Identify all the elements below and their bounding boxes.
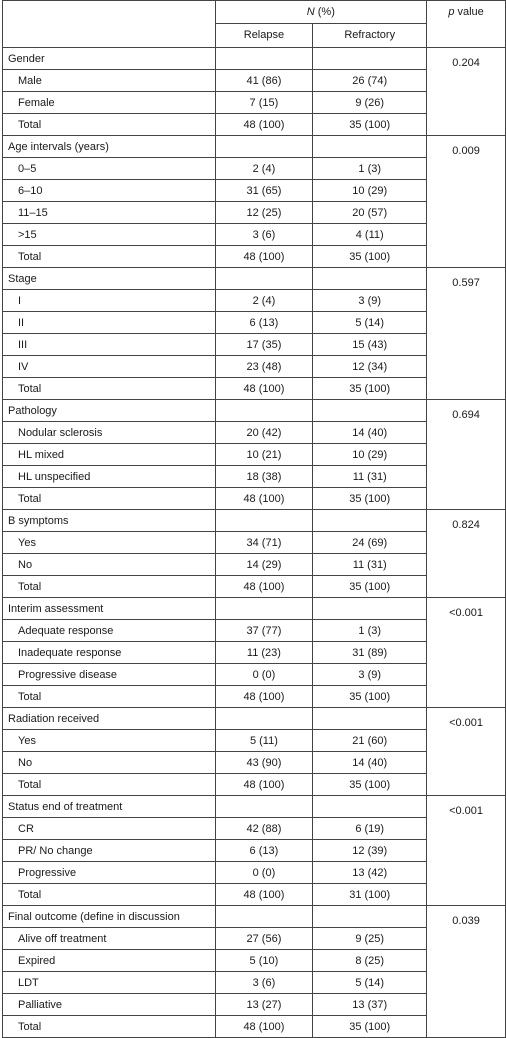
refractory-value: 31 (100) <box>313 884 427 906</box>
row-label: Yes <box>3 532 216 554</box>
empty-cell <box>215 48 313 70</box>
section-title: Interim assessment <box>3 598 216 620</box>
refractory-value: 14 (40) <box>313 752 427 774</box>
row-label: Total <box>3 1016 216 1038</box>
relapse-value: 17 (35) <box>215 334 313 356</box>
group-header-n-percent <box>215 1 427 24</box>
row-label: Adequate response <box>3 620 216 642</box>
row-label: 11–15 <box>3 202 216 224</box>
group-header-n: N <box>306 6 315 18</box>
row-label: CR <box>3 818 216 840</box>
table-header <box>3 1 506 48</box>
section-title: Stage <box>3 268 216 290</box>
relapse-value: 10 (21) <box>215 444 313 466</box>
refractory-value: 35 (100) <box>313 686 427 708</box>
section-title: Age intervals (years) <box>3 136 216 158</box>
p-value-cell: 0.824 <box>427 510 506 598</box>
section-title: Status end of treatment <box>3 796 216 818</box>
row-label: I <box>3 290 216 312</box>
empty-cell <box>313 708 427 730</box>
section-header-row <box>3 268 506 290</box>
row-label: III <box>3 334 216 356</box>
blank-header-cell <box>3 1 216 48</box>
relapse-value: 41 (86) <box>215 70 313 92</box>
refractory-value: 10 (29) <box>313 180 427 202</box>
row-label: Total <box>3 378 216 400</box>
row-label: No <box>3 752 216 774</box>
relapse-value: 7 (15) <box>215 92 313 114</box>
refractory-value: 14 (40) <box>313 422 427 444</box>
p-value-cell: <0.001 <box>427 598 506 708</box>
p-value-cell: <0.001 <box>427 708 506 796</box>
refractory-value: 1 (3) <box>313 158 427 180</box>
empty-cell <box>215 400 313 422</box>
empty-cell <box>313 400 427 422</box>
p-value-cell: 0.009 <box>427 136 506 268</box>
relapse-value: 0 (0) <box>215 664 313 686</box>
data-table <box>2 0 506 1038</box>
relapse-value: 48 (100) <box>215 686 313 708</box>
relapse-value: 48 (100) <box>215 1016 313 1038</box>
group-header-percent: (%) <box>314 6 335 18</box>
empty-cell <box>313 268 427 290</box>
refractory-value: 20 (57) <box>313 202 427 224</box>
empty-cell <box>313 906 427 928</box>
refractory-value: 35 (100) <box>313 774 427 796</box>
empty-cell <box>313 510 427 532</box>
row-label: Progressive disease <box>3 664 216 686</box>
section-header-row <box>3 906 506 928</box>
refractory-value: 13 (42) <box>313 862 427 884</box>
refractory-value: 35 (100) <box>313 488 427 510</box>
refractory-value: 31 (89) <box>313 642 427 664</box>
refractory-value: 15 (43) <box>313 334 427 356</box>
section-header-row <box>3 796 506 818</box>
relapse-value: 0 (0) <box>215 862 313 884</box>
row-label: 0–5 <box>3 158 216 180</box>
refractory-value: 5 (14) <box>313 312 427 334</box>
refractory-value: 4 (11) <box>313 224 427 246</box>
refractory-value: 9 (26) <box>313 92 427 114</box>
row-label: Alive off treatment <box>3 928 216 950</box>
row-label: Progressive <box>3 862 216 884</box>
relapse-value: 48 (100) <box>215 884 313 906</box>
section-title: Gender <box>3 48 216 70</box>
header-row-group <box>3 1 506 24</box>
refractory-value: 1 (3) <box>313 620 427 642</box>
relapse-value: 3 (6) <box>215 972 313 994</box>
empty-cell <box>215 708 313 730</box>
row-label: Total <box>3 114 216 136</box>
relapse-value: 48 (100) <box>215 576 313 598</box>
col-header-refractory: Refractory <box>313 24 427 48</box>
row-label: 6–10 <box>3 180 216 202</box>
p-value-cell: <0.001 <box>427 796 506 906</box>
refractory-value: 9 (25) <box>313 928 427 950</box>
refractory-value: 12 (34) <box>313 356 427 378</box>
empty-cell <box>313 796 427 818</box>
relapse-value: 2 (4) <box>215 290 313 312</box>
p-value-cell: 0.694 <box>427 400 506 510</box>
row-label: LDT <box>3 972 216 994</box>
refractory-value: 5 (14) <box>313 972 427 994</box>
empty-cell <box>313 598 427 620</box>
empty-cell <box>215 136 313 158</box>
p-value-cell: 0.597 <box>427 268 506 400</box>
relapse-value: 31 (65) <box>215 180 313 202</box>
section-header-row <box>3 400 506 422</box>
row-label: PR/ No change <box>3 840 216 862</box>
refractory-value: 13 (37) <box>313 994 427 1016</box>
relapse-value: 12 (25) <box>215 202 313 224</box>
relapse-value: 43 (90) <box>215 752 313 774</box>
table-body <box>3 48 506 1038</box>
empty-cell <box>313 48 427 70</box>
refractory-value: 6 (19) <box>313 818 427 840</box>
relapse-value: 48 (100) <box>215 246 313 268</box>
row-label: Total <box>3 774 216 796</box>
relapse-value: 2 (4) <box>215 158 313 180</box>
p-value-header-p: p <box>448 6 455 18</box>
refractory-value: 24 (69) <box>313 532 427 554</box>
row-label: Total <box>3 686 216 708</box>
refractory-value: 11 (31) <box>313 466 427 488</box>
section-title: Final outcome (define in discussion <box>3 906 216 928</box>
row-label: No <box>3 554 216 576</box>
p-value-cell: 0.039 <box>427 906 506 1038</box>
row-label: Female <box>3 92 216 114</box>
section-header-row <box>3 136 506 158</box>
section-header-row <box>3 598 506 620</box>
row-label: Inadequate response <box>3 642 216 664</box>
relapse-value: 27 (56) <box>215 928 313 950</box>
relapse-value: 34 (71) <box>215 532 313 554</box>
relapse-value: 37 (77) <box>215 620 313 642</box>
relapse-value: 48 (100) <box>215 378 313 400</box>
relapse-value: 23 (48) <box>215 356 313 378</box>
section-title: Pathology <box>3 400 216 422</box>
relapse-value: 42 (88) <box>215 818 313 840</box>
empty-cell <box>215 598 313 620</box>
section-title: Radiation received <box>3 708 216 730</box>
relapse-value: 14 (29) <box>215 554 313 576</box>
row-label: Total <box>3 246 216 268</box>
row-label: Total <box>3 488 216 510</box>
relapse-value: 5 (11) <box>215 730 313 752</box>
refractory-value: 8 (25) <box>313 950 427 972</box>
empty-cell <box>215 906 313 928</box>
relapse-value: 13 (27) <box>215 994 313 1016</box>
refractory-value: 3 (9) <box>313 290 427 312</box>
table-container <box>2 0 506 1038</box>
row-label: Total <box>3 884 216 906</box>
empty-cell <box>215 510 313 532</box>
relapse-value: 48 (100) <box>215 488 313 510</box>
row-label: HL mixed <box>3 444 216 466</box>
row-label: II <box>3 312 216 334</box>
relapse-value: 3 (6) <box>215 224 313 246</box>
section-header-row <box>3 708 506 730</box>
row-label: Male <box>3 70 216 92</box>
row-label: IV <box>3 356 216 378</box>
relapse-value: 11 (23) <box>215 642 313 664</box>
empty-cell <box>215 796 313 818</box>
refractory-value: 12 (39) <box>313 840 427 862</box>
row-label: Palliative <box>3 994 216 1016</box>
refractory-value: 35 (100) <box>313 576 427 598</box>
row-label: Nodular sclerosis <box>3 422 216 444</box>
section-title: B symptoms <box>3 510 216 532</box>
refractory-value: 35 (100) <box>313 246 427 268</box>
refractory-value: 35 (100) <box>313 114 427 136</box>
refractory-value: 26 (74) <box>313 70 427 92</box>
relapse-value: 5 (10) <box>215 950 313 972</box>
refractory-value: 35 (100) <box>313 378 427 400</box>
row-label: >15 <box>3 224 216 246</box>
refractory-value: 10 (29) <box>313 444 427 466</box>
p-value-header-rest: value <box>454 6 484 18</box>
relapse-value: 18 (38) <box>215 466 313 488</box>
refractory-value: 3 (9) <box>313 664 427 686</box>
relapse-value: 48 (100) <box>215 114 313 136</box>
p-value-cell: 0.204 <box>427 48 506 136</box>
relapse-value: 48 (100) <box>215 774 313 796</box>
refractory-value: 11 (31) <box>313 554 427 576</box>
p-value-header <box>427 1 506 48</box>
refractory-value: 35 (100) <box>313 1016 427 1038</box>
section-header-row <box>3 48 506 70</box>
section-header-row <box>3 510 506 532</box>
row-label: HL unspecified <box>3 466 216 488</box>
col-header-relapse: Relapse <box>215 24 313 48</box>
relapse-value: 6 (13) <box>215 840 313 862</box>
row-label: Yes <box>3 730 216 752</box>
relapse-value: 20 (42) <box>215 422 313 444</box>
row-label: Total <box>3 576 216 598</box>
empty-cell <box>215 268 313 290</box>
relapse-value: 6 (13) <box>215 312 313 334</box>
row-label: Expired <box>3 950 216 972</box>
empty-cell <box>313 136 427 158</box>
refractory-value: 21 (60) <box>313 730 427 752</box>
